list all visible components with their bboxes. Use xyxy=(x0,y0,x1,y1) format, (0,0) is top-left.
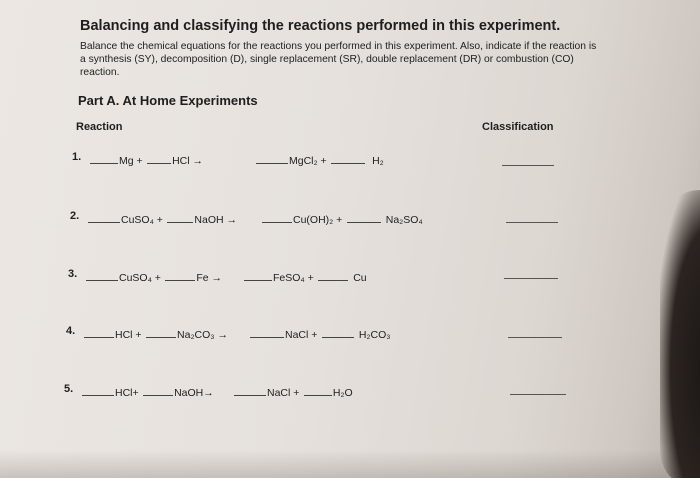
coefficient-blank[interactable] xyxy=(234,384,266,396)
reaction-number: 5. xyxy=(64,383,74,395)
coefficient-blank[interactable] xyxy=(322,326,354,338)
reaction-row-4 xyxy=(84,325,228,343)
reaction-row-3 xyxy=(86,268,222,286)
page-shadow xyxy=(660,190,700,478)
classification-column-header: Classification xyxy=(482,121,554,133)
coefficient-blank[interactable] xyxy=(262,211,292,223)
coefficient-blank[interactable] xyxy=(244,269,272,281)
product-2: Na₂SO₄ xyxy=(385,214,423,226)
coefficient-blank[interactable] xyxy=(90,152,118,164)
product-1: FeSO₄ + xyxy=(273,272,314,284)
coefficient-blank[interactable] xyxy=(167,211,193,223)
coefficient-blank[interactable] xyxy=(331,152,365,164)
product-2: H₂CO₃ xyxy=(358,329,391,341)
coefficient-blank[interactable] xyxy=(82,384,114,396)
reactant-2: Na₂CO₃ → xyxy=(177,329,228,341)
worksheet-title: Balancing and classifying the reactions performed in this experiment. xyxy=(80,18,561,34)
reaction-number: 2. xyxy=(70,210,80,222)
products-row-4 xyxy=(250,325,391,343)
product-1: MgCl₂ + xyxy=(289,155,327,167)
reaction-column-header: Reaction xyxy=(76,121,123,133)
coefficient-blank[interactable] xyxy=(347,211,381,223)
products-row-5 xyxy=(234,383,353,401)
reactant-1: HCl+ xyxy=(115,387,139,399)
coefficient-blank[interactable] xyxy=(86,269,118,281)
coefficient-blank[interactable] xyxy=(143,384,173,396)
reactant-2: Fe → xyxy=(196,272,223,284)
reaction-row-2 xyxy=(88,210,237,228)
product-1: NaCl + xyxy=(285,329,318,341)
classification-blank[interactable] xyxy=(504,278,558,279)
coefficient-blank[interactable] xyxy=(84,326,114,338)
coefficient-blank[interactable] xyxy=(146,326,176,338)
coefficient-blank[interactable] xyxy=(147,152,171,164)
products-row-2 xyxy=(262,210,423,228)
coefficient-blank[interactable] xyxy=(88,211,120,223)
reaction-number: 3. xyxy=(68,268,78,280)
reactant-2: NaOH→ xyxy=(174,387,214,399)
product-2: Cu xyxy=(353,272,367,284)
reactant-2: HCl → xyxy=(172,155,204,167)
reaction-number: 4. xyxy=(66,325,76,337)
classification-blank[interactable] xyxy=(502,165,554,166)
reaction-row-1 xyxy=(90,151,203,169)
coefficient-blank[interactable] xyxy=(318,269,348,281)
classification-blank[interactable] xyxy=(508,337,562,338)
coefficient-blank[interactable] xyxy=(250,326,284,338)
product-2: H₂ xyxy=(372,155,384,167)
reactant-2: NaOH → xyxy=(194,214,237,226)
product-1: NaCl + xyxy=(267,387,300,399)
page-bottom-shadow xyxy=(0,450,700,478)
reactant-1: CuSO₄ + xyxy=(119,272,161,284)
reaction-row-5 xyxy=(82,383,214,401)
product-2: H₂O xyxy=(332,387,353,399)
reactant-1: HCl + xyxy=(115,329,142,341)
classification-blank[interactable] xyxy=(510,394,566,395)
part-a-title: Part A. At Home Experiments xyxy=(78,93,258,108)
coefficient-blank[interactable] xyxy=(304,384,332,396)
products-row-3 xyxy=(244,268,367,286)
classification-blank[interactable] xyxy=(506,222,558,223)
reactant-1: Mg + xyxy=(119,155,143,167)
reactant-1: CuSO₄ + xyxy=(121,214,163,226)
coefficient-blank[interactable] xyxy=(256,152,288,164)
coefficient-blank[interactable] xyxy=(165,269,195,281)
products-row-1 xyxy=(256,151,384,169)
product-1: Cu(OH)₂ + xyxy=(293,214,343,226)
reaction-number: 1. xyxy=(72,151,82,163)
worksheet-instructions: Balance the chemical equations for the reactions you performed in this experiment. Also, indicate if the reaction is a synthesis (SY), decomposition (D), single replacement (SR), double replacement (DR) or combustion (CO) reaction. xyxy=(80,41,597,78)
